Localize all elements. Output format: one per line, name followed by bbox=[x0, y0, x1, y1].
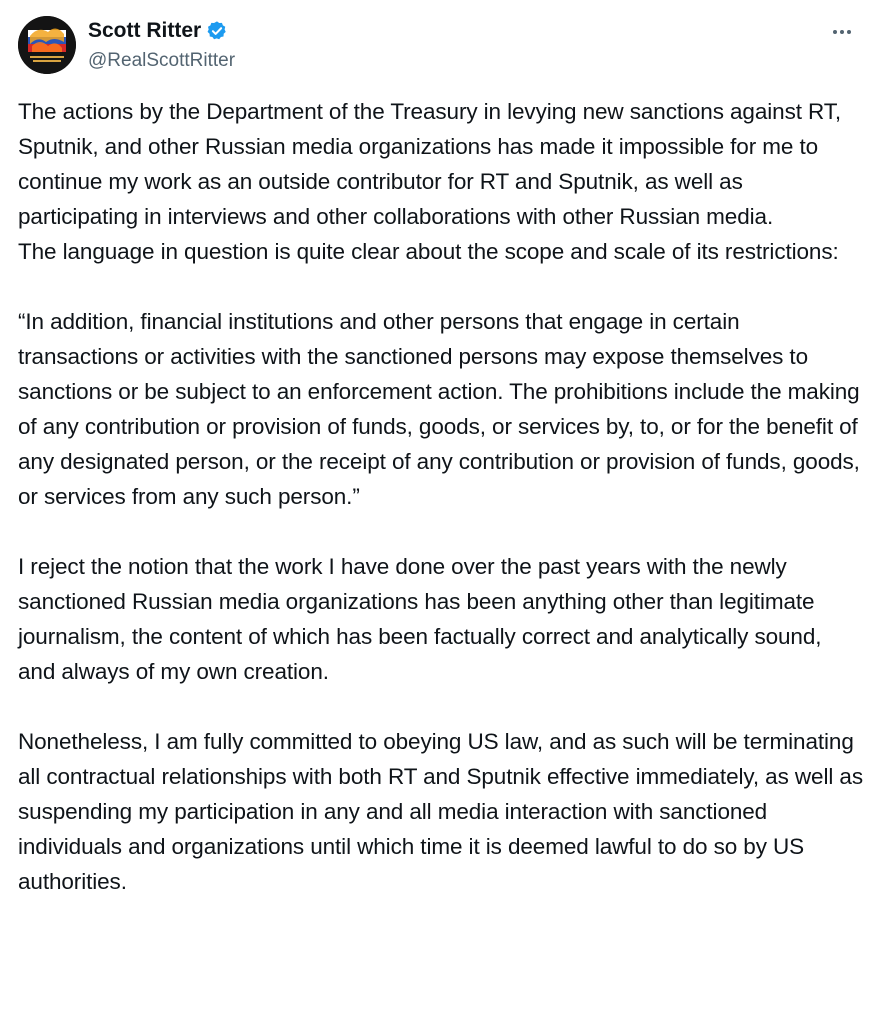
verified-badge-icon bbox=[206, 20, 228, 42]
avatar-image-icon bbox=[18, 16, 76, 74]
handle[interactable]: @RealScottRitter bbox=[88, 50, 236, 71]
more-options-icon[interactable] bbox=[826, 20, 858, 44]
display-name-row bbox=[88, 18, 235, 44]
tweet-paragraph-1: The actions by the Department of the Treasury in levying new sanctions against RT, Sputnik, and other Russian media organizations has made it impossible for me to continue my work as an outside contributor for RT and Sputnik, as well as participating in interviews and other collaborations with other Russian media. bbox=[18, 99, 842, 229]
tweet-paragraph-2: The language in question is quite clear about the scope and scale of its restrictions: bbox=[18, 239, 839, 264]
tweet-paragraph-4: I reject the notion that the work I have done over the past years with the newly sanctioned Russian media organizations has been anything other than legitimate journalism, the content of which has been factually correct and analytically sound, and always of my own creation. bbox=[18, 554, 822, 684]
display-name[interactable]: Scott Ritter bbox=[88, 19, 202, 42]
tweet-header bbox=[18, 14, 858, 78]
author-names bbox=[88, 18, 235, 72]
tweet-paragraph-5: Nonetheless, I am fully committed to obeying US law, and as such will be terminating all contractual relationships with both RT and Sputnik effective immediately, as well as suspending my participation in any and all media interaction with sanctioned individuals and organizations until which time it is deemed lawful to do so by US authorities. bbox=[18, 729, 863, 894]
tweet-text bbox=[18, 94, 863, 899]
tweet-quote: “In addition, financial institutions and other persons that engage in certain transactions or activities with the sanctioned persons may expose themselves to sanctions or be subject to an enforcement action. The prohibitions include the making of any contribution or provision of funds, goods, or services by, to, or for the benefit of any designated person, or the receipt of any contribution or provision of funds, goods, or services from any such person.” bbox=[18, 309, 860, 509]
avatar[interactable] bbox=[18, 16, 76, 74]
